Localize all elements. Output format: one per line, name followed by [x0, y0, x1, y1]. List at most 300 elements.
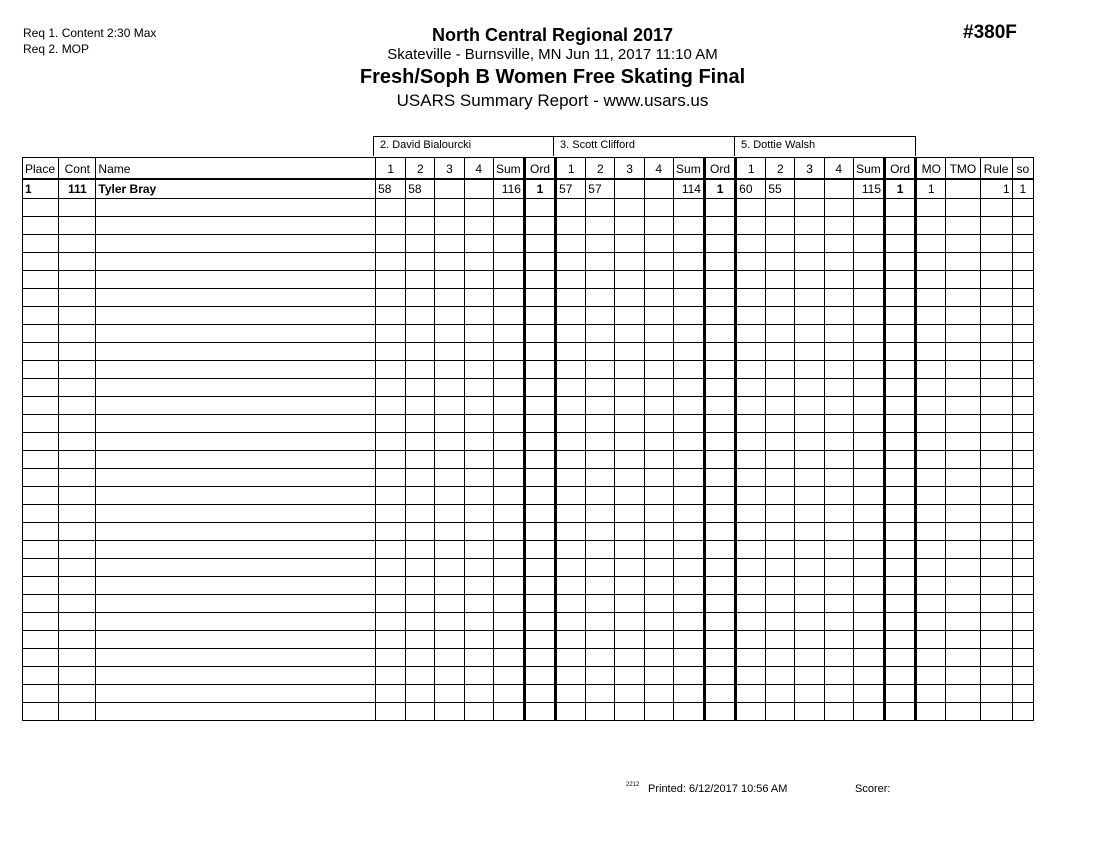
- empty-cell: [980, 468, 1012, 486]
- empty-cell: [946, 198, 980, 216]
- empty-cell: [435, 288, 464, 306]
- empty-cell: [736, 468, 766, 486]
- empty-cell: [704, 594, 735, 612]
- empty-cell: [704, 684, 735, 702]
- empty-cell: [493, 540, 524, 558]
- empty-cell: [736, 450, 766, 468]
- empty-cell: [524, 504, 555, 522]
- empty-cell: [464, 468, 493, 486]
- empty-cell: [524, 378, 555, 396]
- empty-cell: [96, 666, 376, 684]
- empty-cell: [96, 450, 376, 468]
- empty-cell: [464, 342, 493, 360]
- score-cell: 60: [736, 179, 766, 199]
- empty-cell: [980, 414, 1012, 432]
- empty-cell: [885, 468, 916, 486]
- empty-cell: [795, 432, 824, 450]
- col-header-sum: Sum: [673, 158, 704, 179]
- empty-cell: [23, 486, 59, 504]
- empty-cell: [59, 252, 96, 270]
- empty-table-row: [23, 216, 1034, 234]
- empty-cell: [916, 396, 946, 414]
- empty-cell: [916, 288, 946, 306]
- empty-cell: [644, 594, 673, 612]
- empty-cell: [673, 558, 704, 576]
- empty-cell: [1012, 414, 1033, 432]
- empty-cell: [586, 342, 615, 360]
- empty-cell: [376, 198, 406, 216]
- empty-cell: [524, 252, 555, 270]
- empty-cell: [556, 450, 586, 468]
- empty-cell: [524, 432, 555, 450]
- empty-cell: [23, 396, 59, 414]
- empty-cell: [524, 396, 555, 414]
- tmo-cell: [946, 179, 980, 199]
- empty-cell: [885, 234, 916, 252]
- empty-cell: [853, 432, 884, 450]
- empty-cell: [59, 450, 96, 468]
- empty-cell: [96, 630, 376, 648]
- empty-cell: [885, 648, 916, 666]
- empty-cell: [586, 252, 615, 270]
- mo-cell: 1: [916, 179, 946, 199]
- empty-cell: [644, 234, 673, 252]
- empty-cell: [59, 360, 96, 378]
- empty-cell: [885, 486, 916, 504]
- empty-cell: [885, 612, 916, 630]
- empty-cell: [524, 216, 555, 234]
- empty-cell: [1012, 612, 1033, 630]
- empty-cell: [795, 612, 824, 630]
- empty-cell: [1012, 522, 1033, 540]
- empty-cell: [406, 612, 435, 630]
- empty-cell: [615, 198, 644, 216]
- empty-cell: [1012, 360, 1033, 378]
- empty-cell: [464, 558, 493, 576]
- empty-cell: [586, 306, 615, 324]
- empty-cell: [586, 414, 615, 432]
- empty-cell: [704, 270, 735, 288]
- empty-cell: [853, 630, 884, 648]
- empty-cell: [524, 666, 555, 684]
- empty-cell: [885, 504, 916, 522]
- empty-cell: [406, 468, 435, 486]
- empty-cell: [885, 252, 916, 270]
- empty-cell: [1012, 630, 1033, 648]
- empty-cell: [615, 378, 644, 396]
- empty-cell: [524, 486, 555, 504]
- empty-cell: [916, 234, 946, 252]
- empty-cell: [885, 594, 916, 612]
- empty-cell: [96, 540, 376, 558]
- col-header-sum: Sum: [853, 158, 884, 179]
- empty-cell: [766, 648, 795, 666]
- empty-cell: [916, 342, 946, 360]
- empty-cell: [885, 216, 916, 234]
- empty-cell: [586, 270, 615, 288]
- empty-cell: [493, 522, 524, 540]
- col-header-ord: Ord: [524, 158, 555, 179]
- empty-cell: [96, 414, 376, 432]
- empty-cell: [96, 594, 376, 612]
- empty-cell: [736, 540, 766, 558]
- empty-cell: [493, 360, 524, 378]
- empty-cell: [406, 576, 435, 594]
- empty-cell: [406, 702, 435, 720]
- empty-cell: [524, 414, 555, 432]
- empty-cell: [493, 252, 524, 270]
- empty-cell: [1012, 270, 1033, 288]
- empty-cell: [673, 414, 704, 432]
- empty-cell: [946, 468, 980, 486]
- empty-cell: [524, 360, 555, 378]
- empty-cell: [853, 558, 884, 576]
- empty-cell: [23, 450, 59, 468]
- empty-cell: [96, 324, 376, 342]
- empty-cell: [704, 666, 735, 684]
- empty-cell: [980, 702, 1012, 720]
- empty-cell: [23, 594, 59, 612]
- empty-cell: [673, 432, 704, 450]
- empty-cell: [1012, 486, 1033, 504]
- col-header-cont: Cont: [59, 158, 96, 179]
- empty-cell: [673, 270, 704, 288]
- empty-cell: [23, 504, 59, 522]
- col-header-score-3: 3: [795, 158, 824, 179]
- printed-timestamp: Printed: 6/12/2017 10:56 AM: [648, 783, 788, 795]
- empty-cell: [673, 504, 704, 522]
- empty-cell: [946, 666, 980, 684]
- empty-cell: [795, 378, 824, 396]
- empty-cell: [824, 378, 853, 396]
- empty-table-row: [23, 414, 1034, 432]
- empty-cell: [406, 396, 435, 414]
- empty-cell: [766, 576, 795, 594]
- empty-cell: [23, 648, 59, 666]
- empty-cell: [464, 522, 493, 540]
- empty-cell: [435, 360, 464, 378]
- empty-cell: [673, 666, 704, 684]
- empty-cell: [586, 630, 615, 648]
- empty-cell: [766, 486, 795, 504]
- empty-cell: [586, 198, 615, 216]
- empty-cell: [853, 450, 884, 468]
- empty-cell: [766, 342, 795, 360]
- empty-cell: [766, 468, 795, 486]
- empty-cell: [736, 702, 766, 720]
- empty-cell: [766, 630, 795, 648]
- empty-cell: [96, 342, 376, 360]
- empty-cell: [493, 468, 524, 486]
- empty-cell: [853, 360, 884, 378]
- empty-cell: [96, 234, 376, 252]
- empty-cell: [556, 324, 586, 342]
- empty-cell: [644, 324, 673, 342]
- empty-cell: [23, 252, 59, 270]
- empty-cell: [824, 342, 853, 360]
- empty-cell: [824, 558, 853, 576]
- empty-cell: [980, 378, 1012, 396]
- ord-cell: 1: [885, 179, 916, 199]
- empty-cell: [736, 486, 766, 504]
- empty-cell: [736, 558, 766, 576]
- empty-cell: [556, 306, 586, 324]
- empty-cell: [946, 594, 980, 612]
- empty-cell: [980, 504, 1012, 522]
- empty-cell: [980, 252, 1012, 270]
- empty-cell: [673, 576, 704, 594]
- col-header-ord: Ord: [704, 158, 735, 179]
- empty-cell: [435, 450, 464, 468]
- empty-cell: [23, 432, 59, 450]
- empty-cell: [96, 576, 376, 594]
- empty-cell: [766, 432, 795, 450]
- empty-cell: [59, 270, 96, 288]
- empty-cell: [885, 288, 916, 306]
- empty-cell: [406, 666, 435, 684]
- empty-cell: [586, 594, 615, 612]
- empty-cell: [1012, 306, 1033, 324]
- empty-cell: [464, 684, 493, 702]
- empty-cell: [644, 432, 673, 450]
- empty-cell: [435, 252, 464, 270]
- empty-cell: [673, 486, 704, 504]
- empty-cell: [586, 288, 615, 306]
- empty-cell: [704, 468, 735, 486]
- empty-cell: [435, 396, 464, 414]
- empty-cell: [96, 612, 376, 630]
- empty-cell: [795, 684, 824, 702]
- empty-cell: [795, 522, 824, 540]
- empty-cell: [59, 522, 96, 540]
- empty-cell: [435, 504, 464, 522]
- empty-cell: [885, 666, 916, 684]
- empty-cell: [946, 486, 980, 504]
- empty-cell: [376, 576, 406, 594]
- empty-cell: [23, 360, 59, 378]
- empty-cell: [946, 558, 980, 576]
- empty-cell: [615, 612, 644, 630]
- empty-cell: [853, 288, 884, 306]
- empty-cell: [980, 684, 1012, 702]
- empty-cell: [673, 630, 704, 648]
- empty-table-row: [23, 252, 1034, 270]
- empty-table-row: [23, 684, 1034, 702]
- empty-cell: [435, 486, 464, 504]
- empty-table-row: [23, 378, 1034, 396]
- empty-cell: [946, 612, 980, 630]
- empty-cell: [615, 504, 644, 522]
- empty-cell: [556, 198, 586, 216]
- empty-cell: [644, 450, 673, 468]
- empty-cell: [464, 360, 493, 378]
- empty-cell: [946, 684, 980, 702]
- empty-cell: [615, 468, 644, 486]
- empty-cell: [556, 522, 586, 540]
- empty-cell: [916, 540, 946, 558]
- empty-cell: [586, 486, 615, 504]
- empty-cell: [824, 432, 853, 450]
- empty-cell: [946, 288, 980, 306]
- empty-cell: [376, 342, 406, 360]
- empty-cell: [885, 630, 916, 648]
- empty-cell: [464, 234, 493, 252]
- empty-cell: [524, 234, 555, 252]
- empty-cell: [59, 684, 96, 702]
- empty-cell: [493, 324, 524, 342]
- empty-cell: [766, 702, 795, 720]
- empty-cell: [673, 324, 704, 342]
- empty-cell: [946, 216, 980, 234]
- empty-cell: [885, 360, 916, 378]
- empty-cell: [795, 396, 824, 414]
- empty-cell: [59, 576, 96, 594]
- empty-cell: [766, 288, 795, 306]
- empty-table-row: [23, 612, 1034, 630]
- empty-cell: [673, 252, 704, 270]
- empty-cell: [435, 234, 464, 252]
- empty-cell: [586, 648, 615, 666]
- empty-cell: [556, 504, 586, 522]
- empty-cell: [96, 252, 376, 270]
- empty-cell: [406, 684, 435, 702]
- empty-cell: [435, 306, 464, 324]
- empty-cell: [916, 576, 946, 594]
- empty-cell: [980, 288, 1012, 306]
- empty-cell: [96, 360, 376, 378]
- empty-cell: [916, 324, 946, 342]
- empty-cell: [766, 360, 795, 378]
- empty-cell: [615, 216, 644, 234]
- empty-cell: [464, 198, 493, 216]
- empty-cell: [1012, 216, 1033, 234]
- empty-cell: [464, 252, 493, 270]
- sum-cell: 114: [673, 179, 704, 199]
- empty-cell: [406, 558, 435, 576]
- empty-cell: [704, 414, 735, 432]
- empty-cell: [1012, 252, 1033, 270]
- empty-cell: [824, 216, 853, 234]
- empty-cell: [980, 486, 1012, 504]
- empty-cell: [556, 396, 586, 414]
- empty-cell: [673, 702, 704, 720]
- empty-cell: [376, 360, 406, 378]
- empty-cell: [885, 324, 916, 342]
- empty-cell: [23, 414, 59, 432]
- competition-title: North Central Regional 2017: [431, 25, 674, 45]
- empty-cell: [824, 468, 853, 486]
- empty-cell: [464, 576, 493, 594]
- empty-cell: [406, 234, 435, 252]
- empty-cell: [980, 234, 1012, 252]
- empty-cell: [824, 252, 853, 270]
- empty-cell: [556, 594, 586, 612]
- empty-cell: [824, 306, 853, 324]
- empty-cell: [406, 288, 435, 306]
- empty-cell: [524, 522, 555, 540]
- empty-cell: [885, 414, 916, 432]
- empty-cell: [673, 342, 704, 360]
- empty-cell: [615, 648, 644, 666]
- empty-cell: [766, 414, 795, 432]
- col-header-sum: Sum: [493, 158, 524, 179]
- empty-cell: [795, 468, 824, 486]
- empty-cell: [795, 594, 824, 612]
- empty-cell: [853, 612, 884, 630]
- empty-cell: [644, 306, 673, 324]
- empty-cell: [736, 504, 766, 522]
- empty-cell: [885, 576, 916, 594]
- footer-code: 2212: [626, 782, 640, 788]
- empty-cell: [615, 486, 644, 504]
- empty-cell: [59, 288, 96, 306]
- empty-cell: [644, 414, 673, 432]
- empty-cell: [59, 324, 96, 342]
- empty-cell: [704, 306, 735, 324]
- empty-cell: [736, 396, 766, 414]
- empty-cell: [435, 522, 464, 540]
- empty-cell: [615, 666, 644, 684]
- empty-cell: [885, 450, 916, 468]
- empty-cell: [524, 684, 555, 702]
- empty-cell: [946, 252, 980, 270]
- empty-cell: [59, 342, 96, 360]
- empty-cell: [586, 234, 615, 252]
- empty-cell: [59, 468, 96, 486]
- empty-cell: [1012, 342, 1033, 360]
- empty-cell: [916, 684, 946, 702]
- empty-cell: [795, 666, 824, 684]
- empty-cell: [824, 414, 853, 432]
- score-cell: [615, 179, 644, 199]
- empty-cell: [644, 648, 673, 666]
- empty-cell: [885, 540, 916, 558]
- score-cell: 57: [586, 179, 615, 199]
- empty-cell: [464, 594, 493, 612]
- empty-cell: [980, 396, 1012, 414]
- empty-cell: [1012, 396, 1033, 414]
- empty-cell: [766, 612, 795, 630]
- empty-cell: [59, 234, 96, 252]
- empty-cell: [406, 414, 435, 432]
- empty-table-row: [23, 324, 1034, 342]
- empty-table-row: [23, 396, 1034, 414]
- empty-cell: [795, 702, 824, 720]
- empty-cell: [59, 432, 96, 450]
- empty-cell: [406, 252, 435, 270]
- empty-cell: [464, 630, 493, 648]
- empty-cell: [556, 216, 586, 234]
- empty-cell: [59, 540, 96, 558]
- empty-cell: [824, 324, 853, 342]
- empty-cell: [556, 360, 586, 378]
- empty-cell: [980, 216, 1012, 234]
- empty-cell: [885, 522, 916, 540]
- empty-cell: [435, 198, 464, 216]
- empty-cell: [556, 468, 586, 486]
- empty-cell: [23, 378, 59, 396]
- empty-cell: [435, 216, 464, 234]
- empty-cell: [23, 288, 59, 306]
- empty-cell: [493, 558, 524, 576]
- empty-cell: [704, 324, 735, 342]
- empty-cell: [59, 666, 96, 684]
- empty-cell: [673, 306, 704, 324]
- empty-cell: [615, 540, 644, 558]
- empty-cell: [673, 594, 704, 612]
- empty-cell: [916, 504, 946, 522]
- empty-cell: [946, 378, 980, 396]
